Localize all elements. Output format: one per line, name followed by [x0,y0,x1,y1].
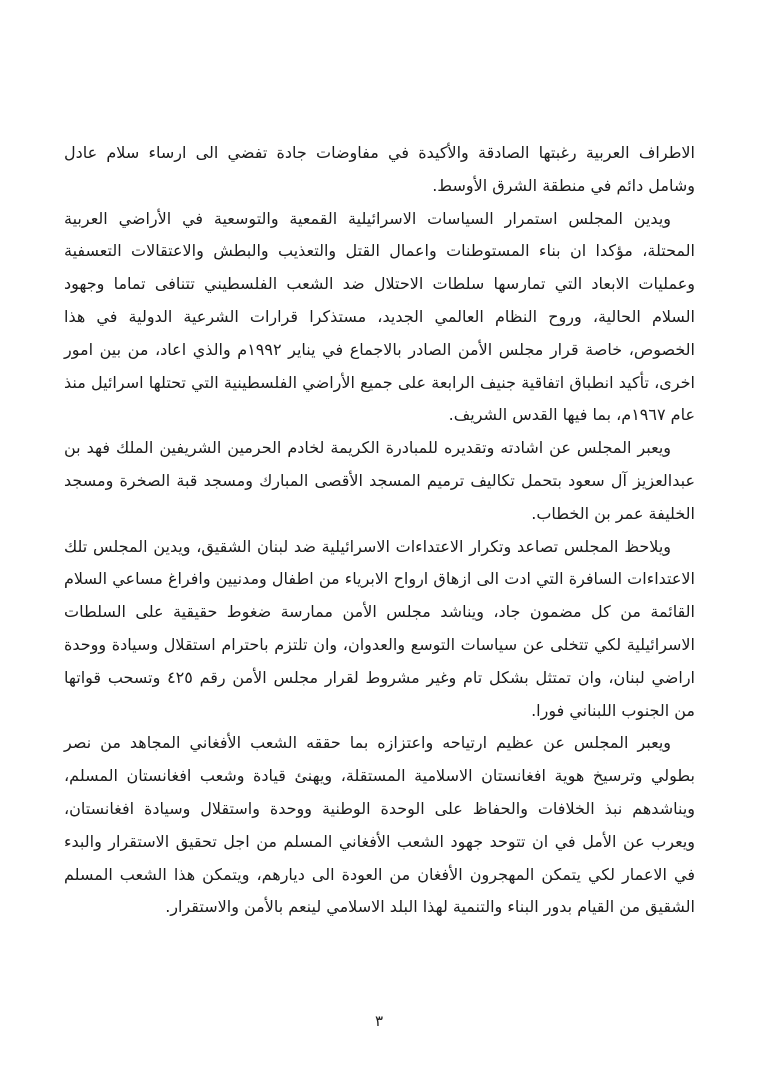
paragraph: ويلاحظ المجلس تصاعد وتكرار الاعتداءات الاسرائيلية ضد لبنان الشقيق، ويدين المجلس تلك الاعتداءات السافرة التي ادت الى ازهاق ارواح الابرياء من اطفال ومدنيين وافراغ مساعي السلام القائمة من كل مضمون جاد، ويناشد مجلس الأمن ممارسة ضغوط حقيقية على السلطات الاسرائيلية لكي تتخلى عن سياسات التوسع والعدوان، وان تلتزم باحترام استقلال وسيادة ووحدة اراضي لبنان، وان تمتثل بشكل تام وغير مشروط لقرار مجلس الأمن رقم ٤٢٥ وتسحب قواتها من الجنوب اللبناني فورا. [64,536,695,720]
paragraph: الاطراف العربية رغبتها الصادقة والأكيدة في مفاوضات جادة تفضي الى ارساء سلام عادل وشامل دائم في منطقة الشرق الأوسط. [64,143,695,195]
paragraph: ويعبر المجلس عن عظيم ارتياحه واعتزازه بما حققه الشعب الأفغاني المجاهد من نصر بطولي وترسيخ هوية افغانستان الاسلامية المستقلة، ويهنئ قيادة وشعب افغانستان المسلم، ويناشدهم نبذ الخلافات والحفاظ على الوحدة الوطنية ووحدة واستقلال وسيادة افغانستان، ويعرب عن الأمل في ان تتوحد جهود الشعب الأفغاني المسلم من اجل تحقيق الاستقرار والبدء في الاعمار لكي يتمكن المهجرون الأفغان من العودة الى ديارهم، ويتمكن هذا الشعب المسلم الشقيق من القيام بدور البناء والتنمية لهذا البلد الاسلامي لينعم بالأمن والاستقرار. [64,733,695,917]
paragraph: ويدين المجلس استمرار السياسات الاسرائيلية القمعية والتوسعية في الأراضي العربية المحتلة، مؤكدا ان بناء المستوطنات واعمال القتل والتعذيب والبطش والاعتقالات التعسفية وعمليات الابعاد التي تمارسها سلطات الاحتلال ضد الشعب الفلسطيني تتنافى تماما وجهود السلام الحالية، وروح النظام العالمي الجديد، مستذكرا قرارات الشرعية الدولية في هذا الخصوص، خاصة قرار مجلس الأمن الصادر بالاجماع في يناير ١٩٩٢م والذي اعاد، من بين امور اخرى، تأكيد انطباق اتفاقية جنيف الرابعة على جميع الأراضي الفلسطينية التي تحتلها اسرائيل منذ عام ١٩٦٧م، بما فيها القدس الشريف. [64,208,695,425]
page-number: ٣ [374,1012,384,1030]
document-body [64,137,695,924]
paragraph: ويعبر المجلس عن اشادته وتقديره للمبادرة الكريمة لخادم الحرمين الشريفين الملك فهد بن عبدالعزيز آل سعود بتحمل تكاليف ترميم المسجد الأقصى المبارك ومسجد قبة الصخرة ومسجد الخليفة عمر بن الخطاب. [64,438,695,523]
